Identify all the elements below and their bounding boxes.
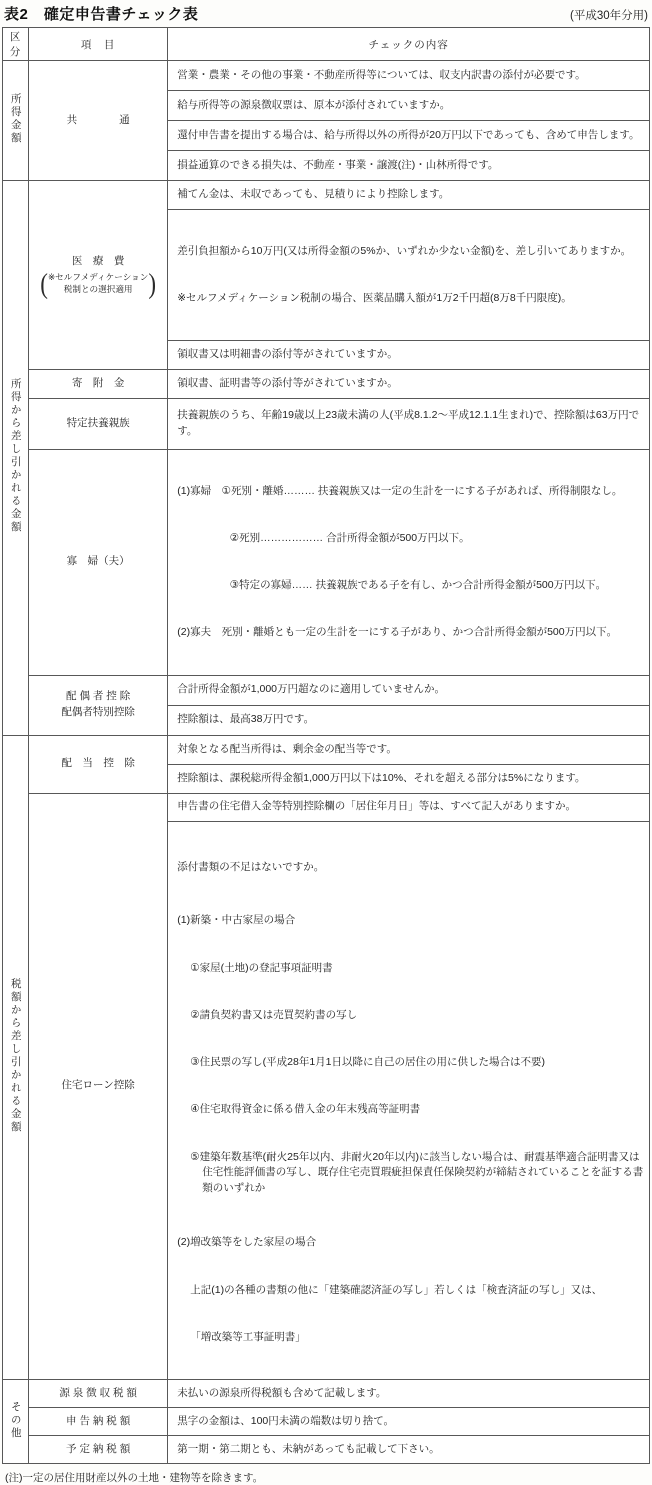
check-line: 添付書類の不足はないですか。 — [177, 861, 325, 873]
item-label-spouse-deduction — [29, 675, 168, 735]
check-cell: 扶養親族のうち、年齢19歳以上23歳未満の人(平成8.1.2〜平成12.1.1生まれ)で、控除額は63万円です。 — [168, 399, 650, 450]
check-cell: 領収書又は明細書の添付等がされていますか。 — [168, 341, 650, 370]
check-cell — [168, 450, 650, 676]
check-line: (1)新築・中古家屋の場合 — [177, 914, 296, 927]
item-label-medical — [29, 181, 168, 370]
check-cell: 給与所得等の源泉徴収票は、原本が添付されていますか。 — [168, 91, 650, 121]
group-label-other — [3, 1380, 29, 1464]
table-row — [3, 735, 650, 764]
check-line: ③特定の寡婦…… 扶養親族である子を有し、かつ合計所得金額が500万円以下。 — [177, 579, 607, 591]
check-line: 差引負担額から10万円(又は所得金額の5%か、いずれか少ない金額)を、差し引いてありますか。 — [177, 244, 632, 257]
table-row — [3, 450, 650, 676]
group-label-text: その他 — [9, 1400, 22, 1440]
item-label-declared-tax: 申 告 納 税 額 — [29, 1408, 168, 1436]
check-line: (2)増改築等をした家屋の場合 — [177, 1236, 317, 1249]
year-label: (平成30年分用) — [570, 10, 648, 22]
header-row — [3, 28, 650, 61]
table-row — [3, 181, 650, 210]
table-row — [3, 61, 650, 91]
check-cell — [168, 821, 650, 1380]
footnote: (注)一定の居住用財産以外の土地・建物等を除きます。 — [5, 1472, 264, 1484]
check-line: ※セルフメディケーション税制の場合、医薬品購入額が1万2千円超(8万8千円限度)。 — [177, 291, 572, 304]
column-header-kubun: 区分 — [3, 28, 29, 61]
check-line: ②請負契約書又は売買契約書の写し — [190, 1008, 358, 1021]
column-header-content: チェックの内容 — [168, 28, 650, 61]
check-line: ②死別……………… 合計所得金額が500万円以下。 — [177, 531, 470, 544]
check-line: (2)寡夫 死別・離婚とも一定の生計を一にする子があり、かつ合計所得金額が500万円以下。 — [177, 626, 618, 639]
item-label-specified-dependent: 特定扶養親族 — [29, 399, 168, 450]
check-line: ④住宅取得資金に係る借入金の年末残高等証明書 — [190, 1103, 421, 1116]
check-cell: 対象となる配当所得は、剰余金の配当等です。 — [168, 735, 650, 764]
check-cell: 控除額は、課税総所得金額1,000万円以下は10%、それを超える部分は5%になります。 — [168, 764, 650, 793]
table-row — [3, 793, 650, 821]
column-header-item: 項 目 — [29, 28, 168, 61]
item-label-estimated-tax: 予 定 納 税 額 — [29, 1436, 168, 1464]
table-row — [3, 1380, 650, 1408]
group-label-text: 税額から差し引かれる金額 — [9, 977, 22, 1134]
item-label-dividend-credit: 配 当 控 除 — [29, 735, 168, 793]
group-label-text: 所得から差し引かれる金額 — [9, 378, 22, 535]
page-title: 表2 確定申告書チェック表 — [4, 6, 199, 23]
group-label-deductions-from-tax — [3, 735, 29, 1380]
group-label-deductions-from-income — [3, 181, 29, 736]
spouse-label-line: 配 偶 者 控 除 — [66, 690, 131, 703]
check-cell: 営業・農業・その他の事業・不動産所得等については、収支内訳書の添付が必要です。 — [168, 61, 650, 91]
table-row — [3, 675, 650, 705]
item-label-common: 共 通 — [29, 61, 168, 181]
medical-label-note — [40, 267, 156, 299]
spouse-label-line: 配偶者特別控除 — [61, 706, 135, 718]
right-paren: ) — [148, 267, 156, 299]
check-line: ③住民票の写し(平成28年1月1日以降に自己の居住の用に供した場合は不要) — [190, 1056, 545, 1068]
check-line: ⑤建築年数基準(耐火25年以内、非耐火20年以内)に該当しない場合は、耐震基準適合証明書又は住宅性能評価書の写し、既存住宅売買瑕疵担保責任保険契約が締結されていることを証する書類のいずれか — [190, 1150, 644, 1194]
check-cell: 損益通算のできる損失は、不動産・事業・譲渡(注)・山林所得です。 — [168, 151, 650, 181]
check-cell: 黒字の金額は、100円未満の端数は切り捨て。 — [168, 1408, 650, 1436]
check-table — [2, 27, 650, 1464]
check-line: ①家屋(土地)の登記事項証明書 — [190, 961, 333, 974]
group-label-text: 所得金額 — [9, 93, 22, 145]
check-cell: 申告書の住宅借入金等特別控除欄の「居住年月日」等は、すべて記入がありますか。 — [168, 793, 650, 821]
check-cell: 未払いの源泉所得税額も含めて記載します。 — [168, 1380, 650, 1408]
medical-note-line: 税制との選択適用 — [63, 284, 133, 295]
check-cell: 還付申告書を提出する場合は、給与所得以外の所得が20万円以下であっても、含めて申告します。 — [168, 121, 650, 151]
group-label-income — [3, 61, 29, 181]
check-cell: 領収書、証明書等の添付等がされていますか。 — [168, 370, 650, 399]
table-row — [3, 370, 650, 399]
item-label-widow: 寡 婦（夫） — [29, 450, 168, 676]
check-cell — [168, 210, 650, 341]
check-cell: 補てん金は、未収であっても、見積りにより控除します。 — [168, 181, 650, 210]
left-paren: ( — [40, 267, 48, 299]
item-label-housing-loan-credit: 住宅ローン控除 — [29, 793, 168, 1380]
check-cell: 第一期・第二期とも、未納があっても記載して下さい。 — [168, 1436, 650, 1464]
item-label-donation: 寄 附 金 — [29, 370, 168, 399]
medical-note-line: ※セルフメディケーション — [47, 271, 149, 282]
medical-label — [30, 254, 166, 299]
table-row — [3, 1436, 650, 1464]
table-row — [3, 399, 650, 450]
check-cell: 合計所得金額が1,000万円超なのに適用していませんか。 — [168, 675, 650, 705]
check-line: (1)寡婦 ①死別・離婚……… 扶養親族又は一定の生計を一にする子があれば、所得制限なし。 — [177, 484, 623, 497]
medical-label-title: 医 療 費 — [71, 255, 125, 268]
check-cell: 控除額は、最高38万円です。 — [168, 705, 650, 735]
title-row — [2, 3, 650, 27]
check-line: 上記(1)の各種の書類の他に「建築確認済証の写し」若しくは「検査済証の写し」又は、 — [190, 1283, 603, 1296]
table-row — [3, 1408, 650, 1436]
item-label-withholding-tax: 源 泉 徴 収 税 額 — [29, 1380, 168, 1408]
check-line: 「増改築等工事証明書」 — [190, 1330, 306, 1343]
